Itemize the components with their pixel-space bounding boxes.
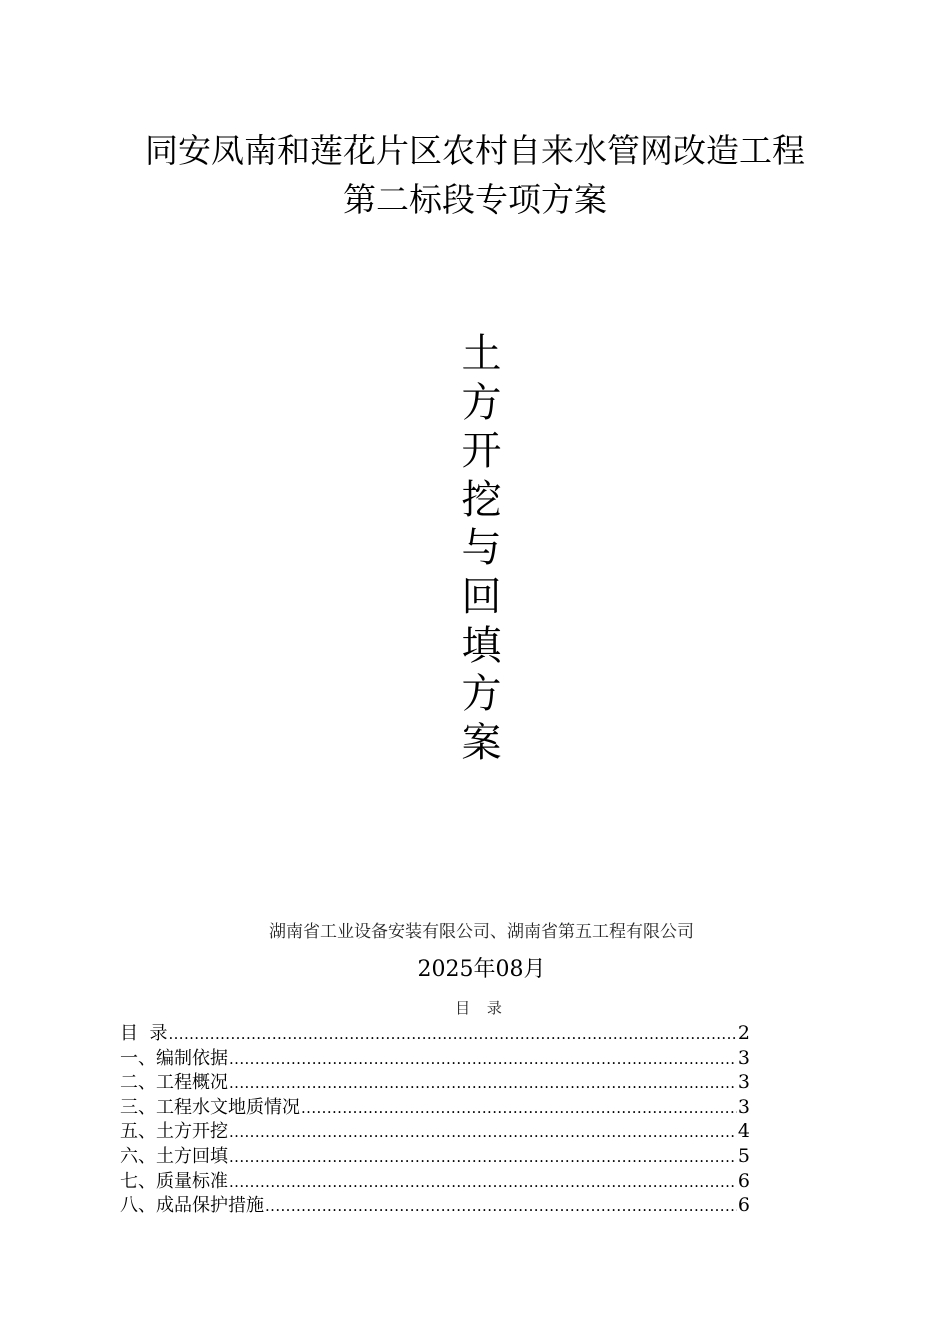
toc-entry-label: 五、土方开挖: [120, 1121, 228, 1143]
scheme-title-char: 开: [461, 428, 502, 475]
toc-entry[interactable]: [120, 1046, 750, 1071]
project-title-line-2: 第二标段专项方案: [343, 180, 607, 219]
scheme-title-char: 案: [461, 719, 502, 766]
toc-dot-leader: [168, 1022, 736, 1046]
toc-dot-leader: [229, 1145, 737, 1169]
toc-entry-label: 目 录: [120, 1023, 168, 1044]
toc-entry-page: 3: [737, 1071, 750, 1094]
scheme-title-char: 填: [461, 622, 502, 669]
toc-entry-page: 6: [737, 1194, 750, 1217]
scheme-title-char: 方: [461, 379, 502, 426]
toc-dot-leader: [229, 1047, 737, 1071]
toc-entry[interactable]: [120, 1193, 750, 1218]
toc-entry[interactable]: [120, 1169, 750, 1194]
toc-dot-leader: [229, 1170, 737, 1194]
scheme-title-char: 与: [461, 525, 502, 572]
scheme-title-char: 土: [461, 331, 502, 377]
toc-entry-label: 七、质量标准: [120, 1170, 228, 1192]
toc-entry-label: 一、编制依据: [120, 1047, 228, 1069]
toc-dot-leader: [301, 1096, 737, 1120]
toc-entry[interactable]: [120, 1070, 750, 1095]
toc-entry-label: 三、工程水文地质情况: [120, 1096, 300, 1118]
toc-dot-leader: [229, 1120, 737, 1144]
scheme-title-char: 方: [461, 671, 502, 718]
toc-entry[interactable]: [120, 1021, 750, 1046]
scheme-title-char: 挖: [461, 476, 502, 523]
company-names: 湖南省工业设备安装有限公司、湖南省第五工程有限公司: [269, 922, 694, 942]
scheme-title-char: 回: [461, 573, 502, 620]
toc-entry[interactable]: [120, 1095, 750, 1120]
toc-entry[interactable]: [120, 1144, 750, 1169]
project-title-line-1: 同安凤南和莲花片区农村自来水管网改造工程: [145, 131, 805, 170]
toc-entry-page: 3: [737, 1046, 750, 1069]
toc-heading: 目 录: [455, 999, 508, 1017]
toc-entry-page: 5: [737, 1144, 750, 1167]
table-of-contents: [120, 1021, 750, 1218]
toc-entry-page: 4: [737, 1120, 750, 1143]
toc-dot-leader: [229, 1071, 737, 1095]
toc-entry-page: 2: [737, 1022, 750, 1044]
toc-entry-page: 6: [737, 1169, 750, 1192]
toc-dot-leader: [265, 1194, 737, 1218]
toc-entry-label: 六、土方回填: [120, 1145, 228, 1167]
toc-entry-page: 3: [737, 1095, 750, 1118]
toc-entry-label: 八、成品保护措施: [120, 1195, 264, 1217]
document-date: 2025年08月: [417, 957, 546, 982]
toc-entry[interactable]: [120, 1119, 750, 1144]
scheme-title-vertical: [0, 330, 950, 767]
toc-entry-label: 二、工程概况: [120, 1072, 228, 1094]
